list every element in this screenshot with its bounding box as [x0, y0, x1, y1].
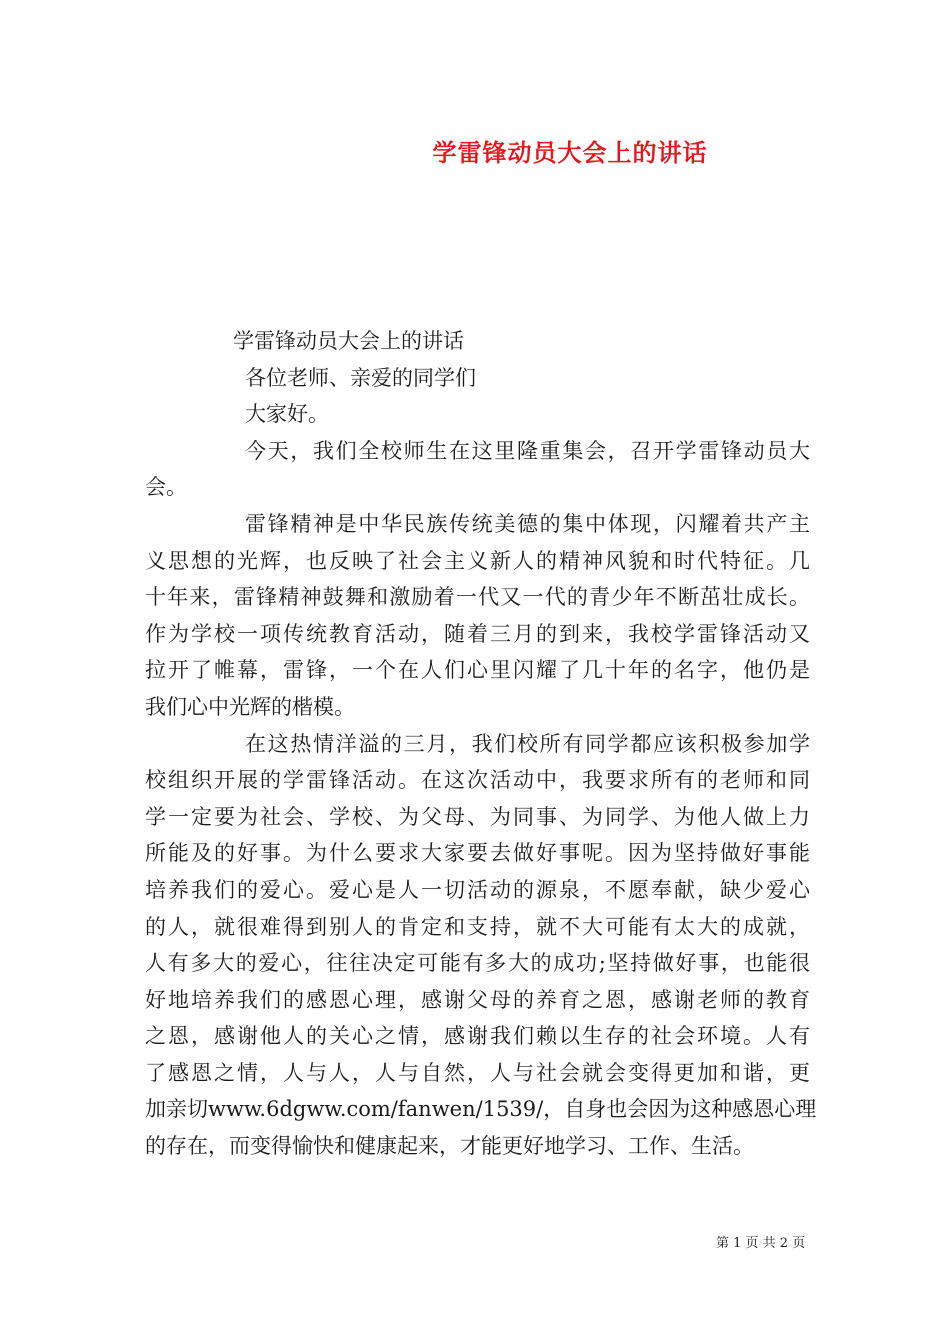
paragraph-line: 我们心中光辉的楷模。 — [145, 694, 355, 719]
paragraph-line: 之恩，感谢他人的关心之情，感谢我们赖以生存的社会环境。人有 — [145, 1024, 810, 1049]
paragraph-line: 了感恩之情，人与人，人与自然，人与社会就会变得更加和谐，更 — [145, 1060, 810, 1085]
body-heading: 学雷锋动员大会上的讲话 — [233, 329, 464, 353]
paragraph-line: 在这热情洋溢的三月，我们校所有同学都应该积极参加学 — [245, 731, 810, 756]
paragraph-line: 义思想的光辉，也反映了社会主义新人的精神风貌和时代特征。几 — [145, 548, 810, 573]
paragraph-line: 所能及的好事。为什么要求大家要去做好事呢。因为坚持做好事能 — [145, 841, 810, 866]
document-title: 学雷锋动员大会上的讲话 — [432, 138, 708, 167]
paragraph-1 — [145, 433, 810, 506]
paragraph-line: 培养我们的爱心。爱心是人一切活动的源泉，不愿奉献，缺少爱心 — [145, 877, 810, 902]
page-number: 第 1 页 共 2 页 — [716, 1236, 806, 1251]
paragraph-line: 的人，就很难得到别人的肯定和支持，就不大可能有太大的成就， — [145, 914, 810, 939]
paragraph-line: 人有多大的爱心，往往决定可能有多大的成功;坚持做好事，也能很 — [145, 951, 810, 976]
paragraph-line: 加亲切www.6dgww.com/fanwen/1539/，自身也会因为这种感恩心理 — [145, 1097, 817, 1122]
document-body — [145, 323, 817, 1165]
paragraph-line: 十年来，雷锋精神鼓舞和激励着一代又一代的青少年不断茁壮成长。 — [145, 585, 810, 610]
greeting: 大家好。 — [245, 402, 329, 427]
salutation: 各位老师、亲爱的同学们 — [245, 365, 476, 390]
paragraph-line: 学一定要为社会、学校、为父母、为同事、为同学、为他人做上力 — [145, 804, 810, 829]
paragraph-line: 今天，我们全校师生在这里隆重集会，召开学雷锋动员大 — [245, 438, 810, 463]
paragraph-line: 好地培养我们的感恩心理，感谢父母的养育之恩，感谢老师的教育 — [145, 987, 810, 1012]
paragraph-line: 会。 — [145, 475, 187, 500]
paragraph-line: 作为学校一项传统教育活动，随着三月的到来，我校学雷锋活动又 — [145, 621, 810, 646]
paragraph-line: 的存在，而变得愉快和健康起来，才能更好地学习、工作、生活。 — [145, 1134, 754, 1159]
paragraph-line: 拉开了帷幕，雷锋，一个在人们心里闪耀了几十年的名字，他仍是 — [145, 658, 810, 683]
paragraph-line: 雷锋精神是中华民族传统美德的集中体现，闪耀着共产主 — [245, 511, 810, 536]
paragraph-line: 校组织开展的学雷锋活动。在这次活动中，我要求所有的老师和同 — [145, 768, 810, 793]
paragraph-2 — [145, 506, 810, 726]
paragraph-3 — [145, 726, 817, 1165]
